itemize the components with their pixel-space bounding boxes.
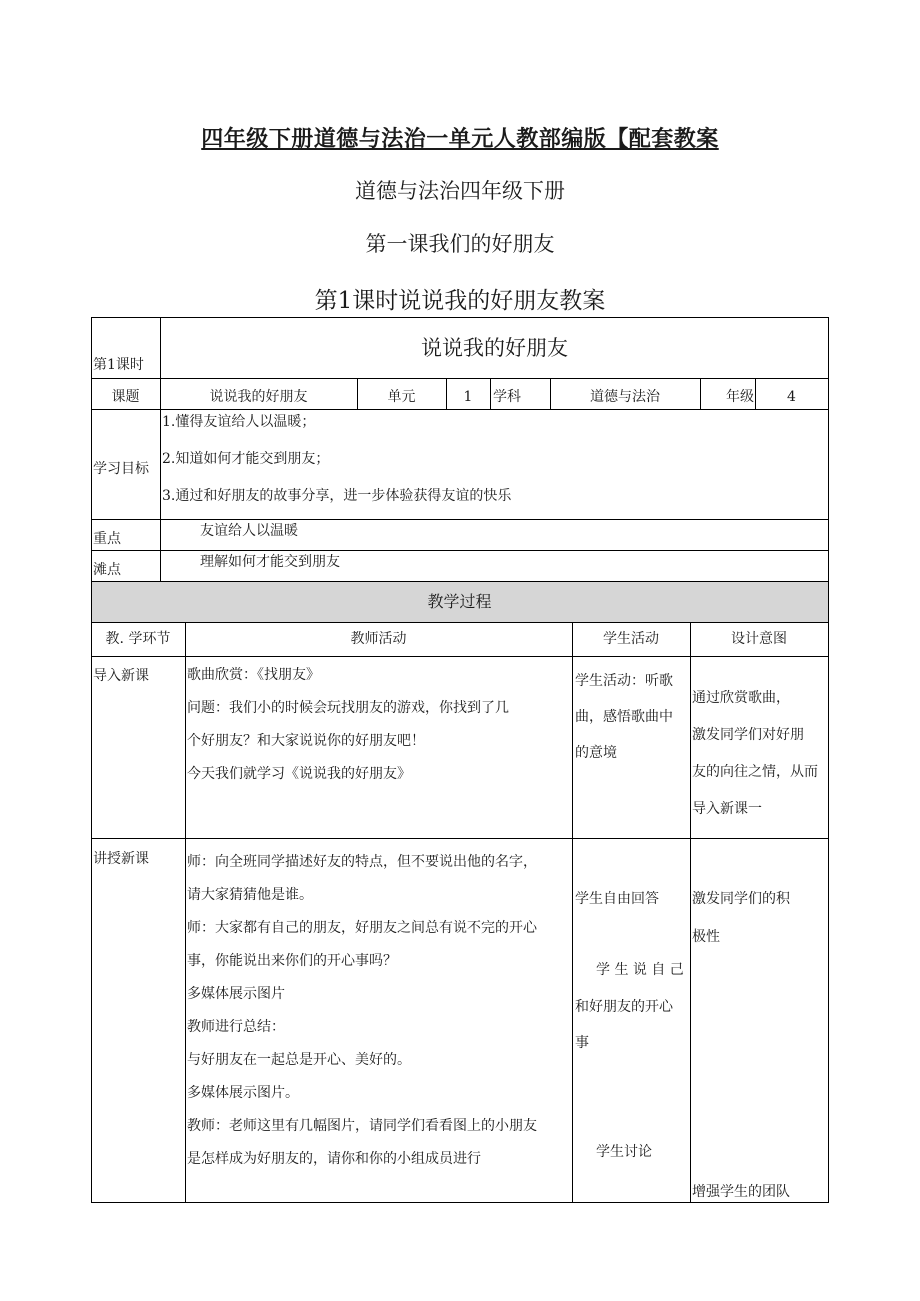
teacher-line: 请大家猜猜他是谁。 xyxy=(187,887,313,903)
lesson-title: 说说我的好朋友 xyxy=(421,336,568,360)
teacher-line: 教师进行总结： xyxy=(187,1019,285,1035)
teacher-line: 多媒体展示图片。 xyxy=(187,1085,299,1101)
topic-value: 说说我的好朋友 xyxy=(209,389,308,405)
intent-line: 通过欣赏歌曲， xyxy=(692,690,790,706)
key-point-value: 友谊给人以温暖 xyxy=(200,523,298,539)
column-header-intent: 设计意图 xyxy=(731,631,787,647)
unit-label: 单元 xyxy=(387,389,416,405)
student-line: 的意境 xyxy=(575,745,617,761)
student-line: 学生活动：听歌 xyxy=(575,673,673,689)
student-line: 和好朋友的开心 xyxy=(575,999,673,1015)
column-header-student: 学生活动 xyxy=(603,631,659,647)
difficulty-label: 滩点 xyxy=(93,562,121,578)
student-line: 学生自由回答 xyxy=(575,891,659,907)
intent-line: 激发同学们的积 xyxy=(692,891,790,907)
teacher-line: 师：向全班同学描述好友的特点，但不要说出他的名字， xyxy=(187,854,537,870)
intent-line: 激发同学们对好朋 xyxy=(692,727,804,743)
student-line: 事 xyxy=(575,1035,589,1051)
intent-line: 极性 xyxy=(692,929,720,945)
column-header-teacher: 教师活动 xyxy=(350,631,407,647)
teacher-line: 歌曲欣赏：《找朋友》 xyxy=(187,667,320,683)
document-subtitle-course: 道德与法治四年级下册 xyxy=(355,179,565,203)
teacher-line: 师：大家都有自己的朋友，好朋友之间总有说不完的开心 xyxy=(187,920,537,936)
intent-line: 增强学生的团队 xyxy=(692,1184,790,1200)
teacher-line: 是怎样成为好朋友的，请你和你的小组成员进行 xyxy=(187,1151,481,1167)
grade-value: 4 xyxy=(787,389,796,405)
teacher-line: 教师：老师这里有几幅图片，请同学们看看图上的小朋友 xyxy=(187,1118,537,1134)
subject-value: 道德与法治 xyxy=(590,389,660,405)
objective-item: 3.通过和好朋友的故事分享，进一步体验获得友谊的快乐 xyxy=(162,488,512,504)
teacher-line: 事，你能说出来你们的开心事吗？ xyxy=(187,953,397,969)
intent-line: 导入新课一 xyxy=(692,801,762,817)
grade-label: 年级 xyxy=(726,389,754,405)
student-line: 曲，感悟歌曲中 xyxy=(575,709,673,725)
student-line: 学 生 说 自 己 xyxy=(596,962,684,978)
subject-label: 学科 xyxy=(493,389,521,405)
document-subtitle-period: 第1课时说说我的好朋友教案 xyxy=(314,288,606,314)
stage-label: 导入新课 xyxy=(93,668,149,684)
intent-line: 友的向往之情，从而 xyxy=(692,764,818,780)
teacher-activity xyxy=(187,846,537,1176)
design-intent xyxy=(692,680,818,828)
difficulty-value: 理解如何才能交到朋友 xyxy=(200,554,340,570)
teacher-line: 问题：我们小的时候会玩找朋友的游戏，你找到了几 xyxy=(187,700,509,716)
student-activity xyxy=(575,663,673,771)
student-line: 学生讨论 xyxy=(596,1144,652,1160)
teacher-line: 个好朋友？和大家说说你的好朋友吧！ xyxy=(187,733,425,749)
unit-value: 1 xyxy=(463,389,473,405)
objective-item: 1.懂得友谊给人以温暖； xyxy=(162,414,316,430)
teacher-line: 今天我们就学习《说说我的好朋友》 xyxy=(187,766,411,782)
objectives-label: 学习目标 xyxy=(93,461,149,477)
objective-item: 2.知道如何才能交到朋友； xyxy=(162,451,330,467)
topic-label: 课题 xyxy=(111,389,140,405)
teacher-activity xyxy=(187,659,509,791)
key-point-label: 重点 xyxy=(93,531,121,547)
document-title: 四年级下册道德与法治一单元人教部编版【配套教案 xyxy=(201,126,719,152)
document-subtitle-lesson: 第一课我们的好朋友 xyxy=(365,232,555,256)
stage-label: 讲授新课 xyxy=(93,851,149,867)
teacher-line: 与好朋友在一起总是开心、美好的。 xyxy=(187,1052,411,1068)
process-header: 教学过程 xyxy=(427,592,492,611)
teacher-line: 多媒体展示图片 xyxy=(187,986,285,1002)
lesson-period-label: 第1课时 xyxy=(93,357,144,373)
column-header-stage: 教. 学环节 xyxy=(105,631,171,647)
